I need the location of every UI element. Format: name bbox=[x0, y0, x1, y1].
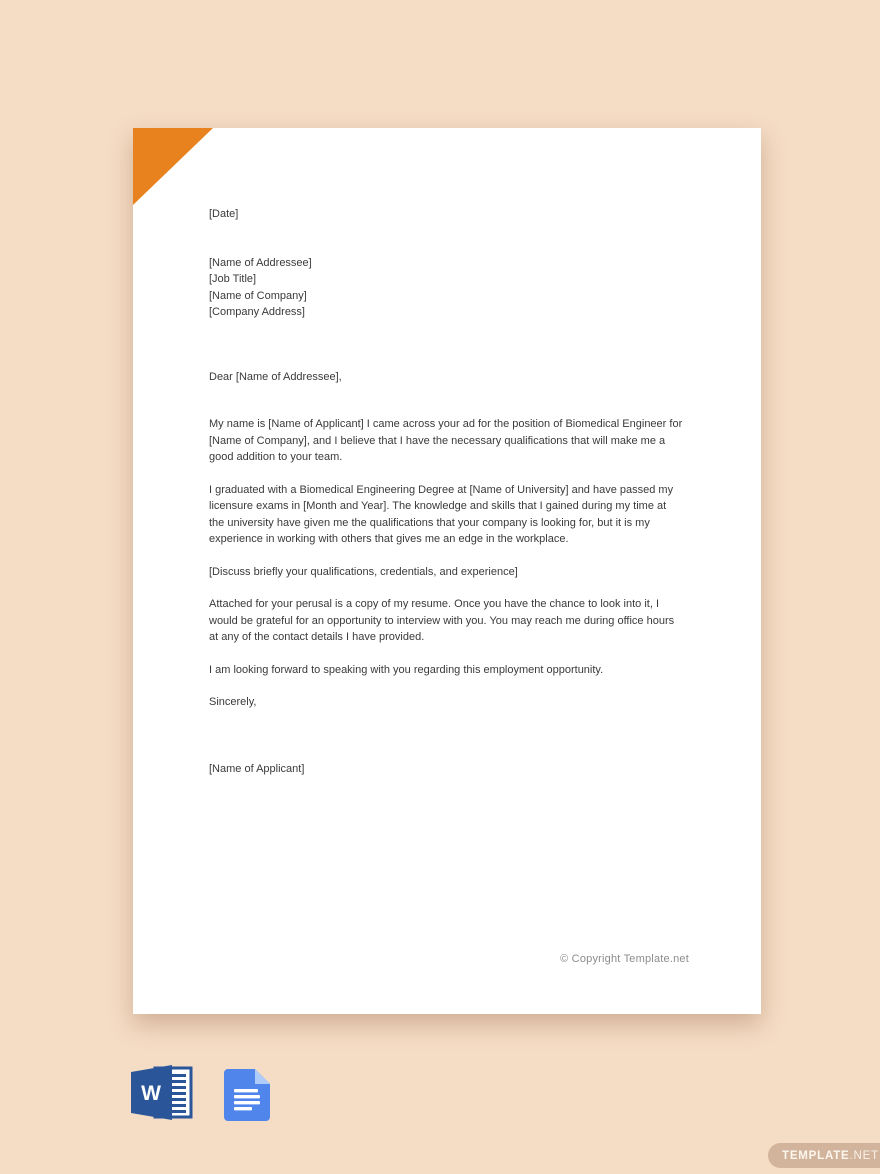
recipient-block bbox=[209, 255, 683, 321]
letter-page bbox=[133, 128, 761, 1014]
paragraph-intro: My name is [Name of Applicant] I came across your ad for the position of Biomedical Engineer for [Name of Company], and I believe that I have the necessary qualifications that will make me a good addition to your team. bbox=[209, 418, 683, 463]
ms-word-icon[interactable] bbox=[131, 1063, 195, 1123]
word-letter-w: W bbox=[141, 1082, 161, 1105]
paragraph-discuss-placeholder: [Discuss briefly your qualifications, credentials, and experience] bbox=[209, 565, 518, 578]
paragraph-qualifications: I graduated with a Biomedical Engineering Degree at [Name of University] and have passed my licensure exams in [Month and Year]. The knowledge and skills that I gained during my time at the university have given me the qualifications that your company is looking for, but it is my experience in working with others that gives me an edge in the workplace. bbox=[209, 483, 674, 545]
recipient-company-address: [Company Address] bbox=[209, 306, 305, 318]
templatenet-badge bbox=[768, 1143, 880, 1168]
recipient-name: [Name of Addressee] bbox=[209, 256, 312, 269]
salutation: Dear [Name of Addressee], bbox=[209, 370, 342, 383]
closing: Sincerely, bbox=[209, 696, 257, 708]
copyright-notice: © Copyright Template.net bbox=[560, 953, 689, 965]
format-icons bbox=[131, 1063, 270, 1123]
google-docs-icon[interactable] bbox=[224, 1069, 270, 1121]
recipient-company: [Name of Company] bbox=[209, 289, 307, 302]
signature-placeholder: [Name of Applicant] bbox=[209, 762, 305, 775]
badge-brand-tld: .NET bbox=[849, 1149, 879, 1162]
letter-body bbox=[209, 206, 683, 777]
date-placeholder: [Date] bbox=[209, 208, 239, 220]
corner-accent-triangle bbox=[133, 128, 213, 205]
paragraph-resume: Attached for your perusal is a copy of my resume. Once you have the chance to look into it, I would be grateful for an opportunity to interview with you. You may reach me during office hours at any of the contact details I have provided. bbox=[209, 598, 675, 643]
recipient-job-title: [Job Title] bbox=[209, 273, 257, 285]
badge-brand-bold: TEMPLATE bbox=[782, 1149, 850, 1162]
paragraph-lookforward: I am looking forward to speaking with you regarding this employment opportunity. bbox=[209, 663, 604, 676]
